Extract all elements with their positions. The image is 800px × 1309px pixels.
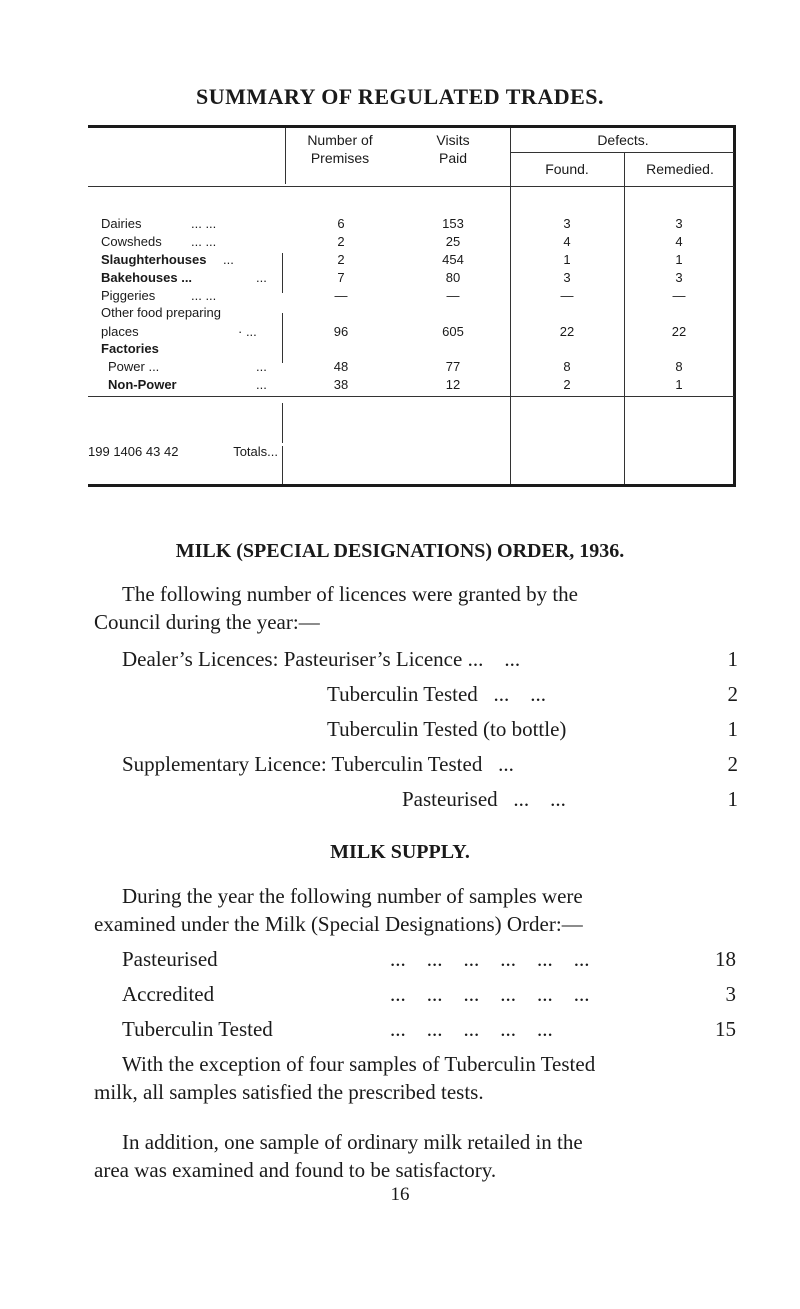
licence-line: [122, 750, 514, 778]
licence-name: Tuberculin Tested (to bottle): [327, 717, 567, 741]
row-label: Bakehouses ...: [101, 270, 193, 285]
cell-found: —: [560, 288, 574, 303]
cell-found: 3: [563, 216, 571, 231]
licence-line: [327, 680, 546, 708]
total-premises: 199: [88, 444, 110, 459]
licence-count: 1: [727, 717, 738, 741]
cell-remedied: 1: [675, 252, 683, 267]
licence-leader: ... ...: [497, 787, 566, 811]
cell-visits: 454: [442, 252, 464, 267]
licence-line: [327, 715, 566, 743]
cell-remedied: —: [672, 288, 686, 303]
licence-count: 2: [727, 682, 738, 706]
licence-name: Pasteurised: [402, 787, 498, 811]
total-found: 43: [145, 444, 161, 459]
cell-found: 1: [563, 252, 571, 267]
sample-name: Accredited: [122, 982, 215, 1006]
row-label: Cowsheds: [101, 234, 162, 249]
header-visits-line1: Visits: [436, 132, 470, 148]
table-row: [88, 215, 736, 232]
licence-leader: ... ...: [462, 647, 521, 671]
licence-name: Tuberculin Tested: [331, 752, 483, 776]
cell-visits: 12: [445, 377, 461, 392]
table-row: [88, 269, 736, 286]
row-dots: ... ...: [191, 216, 217, 231]
table-row: [88, 376, 736, 393]
cell-visits: 605: [442, 324, 464, 339]
row-dots: ... ...: [191, 288, 217, 303]
addition-line2: area was examined and found to be satisfactory.: [94, 1158, 497, 1182]
milk-order-intro-line1: The following number of licences were granted by the: [122, 582, 579, 606]
sample-count: 18: [715, 947, 736, 971]
licence-line: [122, 645, 520, 673]
total-remedied: 42: [163, 444, 179, 459]
cell-remedied: 4: [675, 234, 683, 249]
row-label: Other food preparing: [101, 305, 221, 320]
row-dots: · ...: [238, 324, 257, 339]
licence-name: Tuberculin Tested: [327, 682, 478, 706]
header-found: Found.: [545, 161, 589, 177]
row-dots: ...: [223, 252, 234, 267]
table-row: [88, 287, 736, 304]
milk-supply-intro-line1: During the year the following number of samples were: [122, 884, 583, 908]
cell-premises: 2: [337, 234, 345, 249]
sample-count: 3: [725, 982, 736, 1006]
row-dots: ... ...: [191, 234, 217, 249]
regulated-trades-table: [88, 125, 736, 487]
cell-premises: 96: [333, 324, 349, 339]
addition-line1: In addition, one sample of ordinary milk retailed in the: [122, 1130, 583, 1154]
cell-premises: —: [334, 288, 348, 303]
cell-remedied: 8: [675, 359, 683, 374]
licence-leader: ...: [482, 752, 514, 776]
row-dots: ...: [256, 270, 267, 285]
cell-found: 22: [559, 324, 575, 339]
header-visits-line2: Paid: [438, 150, 468, 166]
table-rule: [88, 186, 734, 187]
cell-premises: 6: [337, 216, 345, 231]
cell-found: 4: [563, 234, 571, 249]
milk-supply-heading: MILK SUPPLY.: [330, 841, 470, 863]
cell-premises: 7: [337, 270, 345, 285]
table-rule: [88, 396, 734, 397]
header-premises-line1: Number of: [307, 132, 373, 148]
header-remedied: Remedied.: [646, 161, 714, 177]
cell-remedied: 1: [675, 377, 683, 392]
table-row: [88, 251, 736, 268]
table-row: [88, 304, 736, 321]
cell-premises: 48: [333, 359, 349, 374]
milk-order-intro-line2: Council during the year:—: [94, 610, 320, 634]
totals-label: Totals...: [233, 444, 278, 459]
licence-name: Pasteuriser’s Licence: [283, 647, 463, 671]
row-dots: ...: [256, 377, 267, 392]
row-label: Non-Power: [108, 377, 177, 392]
cell-found: 3: [563, 270, 571, 285]
header-visits: [397, 131, 509, 167]
licence-line: [402, 785, 566, 813]
sample-count: 15: [715, 1017, 736, 1041]
page-title: SUMMARY OF REGULATED TRADES.: [195, 84, 605, 109]
row-label: Piggeries: [101, 288, 156, 303]
exception-line1: With the exception of four samples of Tuberculin Tested: [122, 1052, 596, 1076]
table-row: [88, 323, 736, 340]
milk-order-heading: MILK (SPECIAL DESIGNATIONS) ORDER, 1936.: [175, 540, 625, 562]
cell-remedied: 3: [675, 270, 683, 285]
cell-visits: 25: [445, 234, 461, 249]
cell-visits: 153: [442, 216, 464, 231]
sample-leader: ... ... ... ... ... ...: [390, 982, 590, 1006]
table-row: [88, 233, 736, 250]
licence-count: 2: [727, 752, 738, 776]
licence-count: 1: [727, 647, 738, 671]
row-label: Dairies: [101, 216, 142, 231]
sample-name: Tuberculin Tested: [122, 1017, 273, 1041]
row-label: Slaughterhouses: [101, 252, 207, 267]
sample-leader: ... ... ... ... ... ...: [390, 947, 590, 971]
row-label: Factories: [101, 341, 159, 356]
licence-prefix: Supplementary Licence:: [122, 752, 332, 776]
table-row: [88, 340, 736, 357]
exception-line2: milk, all samples satisfied the prescribed tests.: [94, 1080, 484, 1104]
header-defects: Defects.: [597, 132, 649, 148]
cell-remedied: 3: [675, 216, 683, 231]
cell-found: 2: [563, 377, 571, 392]
sample-name: Pasteurised: [122, 947, 218, 971]
cell-remedied: 22: [671, 324, 687, 339]
table-divider: [282, 403, 283, 443]
licence-leader: ... ...: [477, 682, 547, 706]
table-row: [88, 358, 736, 375]
cell-visits: —: [446, 288, 460, 303]
row-dots: ...: [256, 359, 267, 374]
table-rule: [510, 152, 734, 153]
totals-row: [88, 442, 736, 462]
milk-supply-intro-line2: examined under the Milk (Special Designations) Order:—: [94, 912, 583, 936]
page-number: 16: [390, 1184, 410, 1205]
cell-premises: 2: [337, 252, 345, 267]
licence-prefix: Dealer’s Licences:: [122, 647, 284, 671]
row-label: places: [101, 324, 139, 339]
cell-visits: 77: [445, 359, 461, 374]
cell-visits: 80: [445, 270, 461, 285]
total-visits: 1406: [113, 444, 143, 459]
cell-premises: 38: [333, 377, 349, 392]
sample-leader: ... ... ... ... ...: [390, 1017, 553, 1041]
header-premises-line2: Premises: [310, 150, 370, 166]
row-label: Power ...: [108, 359, 160, 374]
licence-count: 1: [727, 787, 738, 811]
cell-found: 8: [563, 359, 571, 374]
header-premises: [285, 131, 395, 167]
